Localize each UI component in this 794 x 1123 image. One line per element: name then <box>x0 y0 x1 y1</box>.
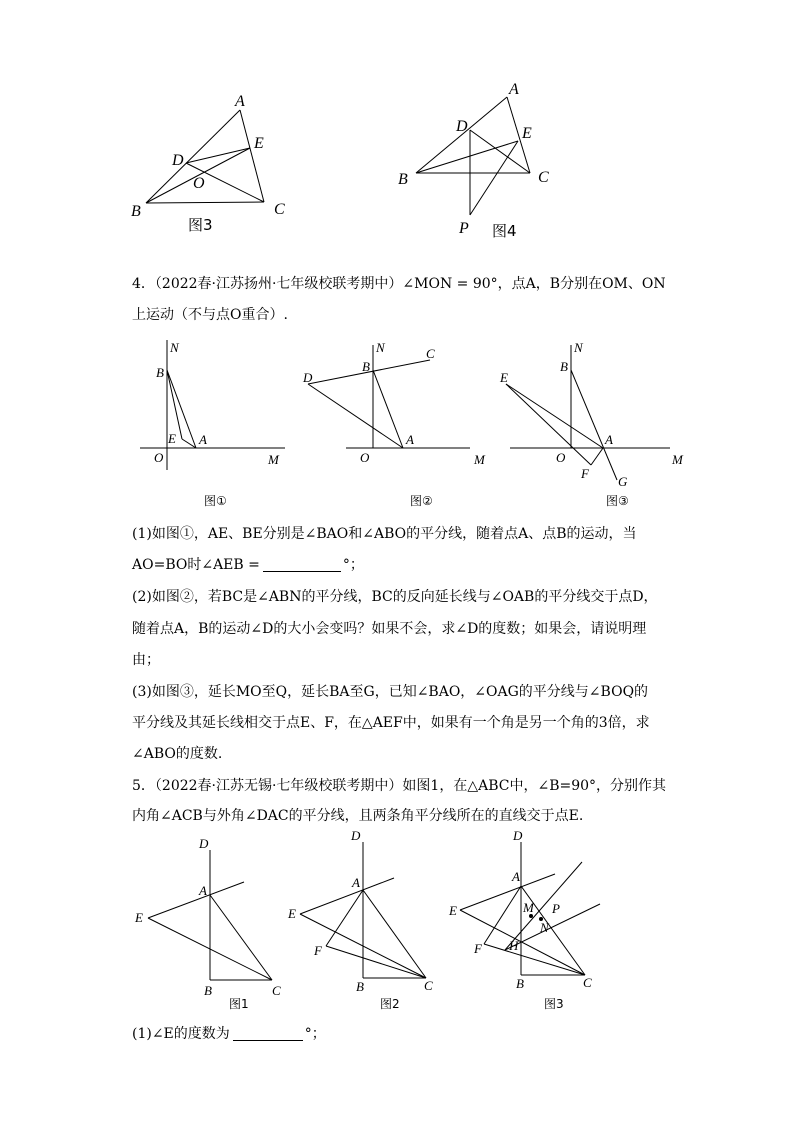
q5f3-label-m: M <box>523 900 534 915</box>
fig3-label-c: C <box>274 201 285 218</box>
q5f1-label-e: E <box>135 910 143 925</box>
figure-3-lines <box>146 110 264 203</box>
q5f3-label-f: F <box>474 941 482 956</box>
q5-part1-answer-blank[interactable] <box>233 1026 303 1041</box>
q4-part2-line1: (2)如图②，若BC是∠ABN的平分线，BC的反向延长线与∠OAB的平分线交于点D， <box>132 589 658 605</box>
q5f3-label-h: H <box>509 938 519 953</box>
q4-stem-line1: 4．（2022春·江苏扬州·七年级校联考期中）∠MON = 90°，点A，B分别在OM、ON <box>132 276 666 292</box>
q4-part1-line1: (1)如图①，AE、BE分别是∠BAO和∠ABO的平分线，随着点A、点B的运动，当 <box>132 526 637 542</box>
q4-part3-line3: ∠ABO的度数. <box>132 746 223 762</box>
q4f1-label-a: A <box>199 432 207 447</box>
q4f1-label-m: M <box>268 452 279 467</box>
q4-part3-line1: (3)如图③，延长MO至Q，延长BA至G，已知∠BAO，∠OAG的平分线与∠BOQ的 <box>132 684 649 700</box>
q5f2-label-b: B <box>356 979 364 994</box>
q4f1-caption: 图① <box>204 494 227 508</box>
q4f2-label-o: O <box>360 450 370 465</box>
fig4-label-b: B <box>398 171 408 188</box>
q5f2-label-e: E <box>288 906 296 921</box>
q5f2-label-c: C <box>424 978 433 993</box>
fig3-label-e: E <box>254 135 264 152</box>
q5f3-label-e: E <box>449 903 457 918</box>
q4f1-label-o: O <box>154 450 164 465</box>
q4f3-label-e: E <box>500 370 508 385</box>
q5f3-label-d: D <box>513 828 523 843</box>
q4f3-label-f: F <box>581 466 589 481</box>
q4-part1-unit: °； <box>342 557 364 573</box>
q4f1-label-b: B <box>156 365 164 380</box>
q4-part2-line3: 由； <box>132 652 160 668</box>
q4f2-label-n: N <box>376 340 385 355</box>
q4-part1-line2 <box>132 555 364 575</box>
q4f3-label-b: B <box>560 359 568 374</box>
q5-part1-text: (1)∠E的度数为 <box>132 1026 230 1042</box>
q5f3-label-p: P <box>552 901 560 916</box>
q5f3-label-a: A <box>512 869 520 884</box>
q5f1-label-c: C <box>272 983 281 998</box>
q5f1-caption: 图1 <box>229 997 249 1011</box>
q5-stem-line1: 5．（2022春·江苏无锡·七年级校联考期中）如图1，在△ABC中，∠B=90°，分别作其 <box>132 778 667 794</box>
fig4-label-c: C <box>538 169 549 186</box>
q4f2-label-c: C <box>426 346 435 361</box>
q4f1-label-e: E <box>168 431 176 446</box>
q4f2-label-b: B <box>362 359 370 374</box>
q5f1-label-b: B <box>204 983 212 998</box>
fig4-label-p: P <box>459 220 469 237</box>
q4f2-label-a: A <box>406 432 414 447</box>
q5f3-label-c: C <box>583 975 592 990</box>
q4f2-label-d: D <box>303 370 313 385</box>
q5-part1-unit: °； <box>304 1026 326 1042</box>
q4-part2-line2: 随着点A，B的运动∠D的大小会变吗？如果不会，求∠D的度数；如果会，请说明理 <box>132 621 647 637</box>
q5f2-label-d: D <box>351 828 361 843</box>
fig4-label-e: E <box>522 125 532 142</box>
q4-part1-text: AO=BO时∠AEB = <box>132 557 260 573</box>
fig4-label-a: A <box>509 81 519 98</box>
fig4-caption: 图4 <box>492 222 517 240</box>
q4f3-label-m: M <box>672 452 683 467</box>
q5f2-label-a: A <box>352 875 360 890</box>
q5-part1-line <box>132 1024 326 1044</box>
q4f3-label-a: A <box>605 432 613 447</box>
figure-4-lines <box>416 97 530 215</box>
q4f3-label-n: N <box>574 340 583 355</box>
fig3-label-a: A <box>235 93 245 110</box>
q4f2-label-m: M <box>474 452 485 467</box>
q4-stem-line2: 上运动（不与点O重合）. <box>132 307 288 323</box>
q5f1-label-a: A <box>199 883 207 898</box>
q5-figure-1-lines <box>148 850 272 980</box>
q4f3-caption: 图③ <box>606 494 629 508</box>
fig3-label-b: B <box>131 203 141 220</box>
q4f2-caption: 图② <box>410 494 433 508</box>
q4-figure-3-lines <box>506 345 670 480</box>
q5f2-label-f: F <box>314 943 322 958</box>
q4-part3-line2: 平分线及其延长线相交于点E、F，在△AEF中，如果有一个角是另一个角的3倍，求 <box>132 715 650 731</box>
fig3-caption: 图3 <box>188 216 213 234</box>
q5f2-caption: 图2 <box>380 997 400 1011</box>
q4-figure-2-lines <box>308 345 470 448</box>
fig3-label-d: D <box>172 152 184 169</box>
q5f3-label-n: N <box>540 920 549 935</box>
q4f1-label-n: N <box>170 340 179 355</box>
q4f3-label-g: G <box>618 474 628 489</box>
q4-part1-answer-blank[interactable] <box>263 557 341 572</box>
q5f1-label-d: D <box>199 836 209 851</box>
fig3-label-o: O <box>193 175 205 192</box>
q5-stem-line2: 内角∠ACB与外角∠DAC的平分线，且两条角平分线所在的直线交于点E. <box>132 808 584 824</box>
fig4-label-d: D <box>456 118 468 135</box>
q5f3-caption: 图3 <box>544 997 564 1011</box>
q5f3-label-b: B <box>516 976 524 991</box>
q4f3-label-o: O <box>556 450 566 465</box>
